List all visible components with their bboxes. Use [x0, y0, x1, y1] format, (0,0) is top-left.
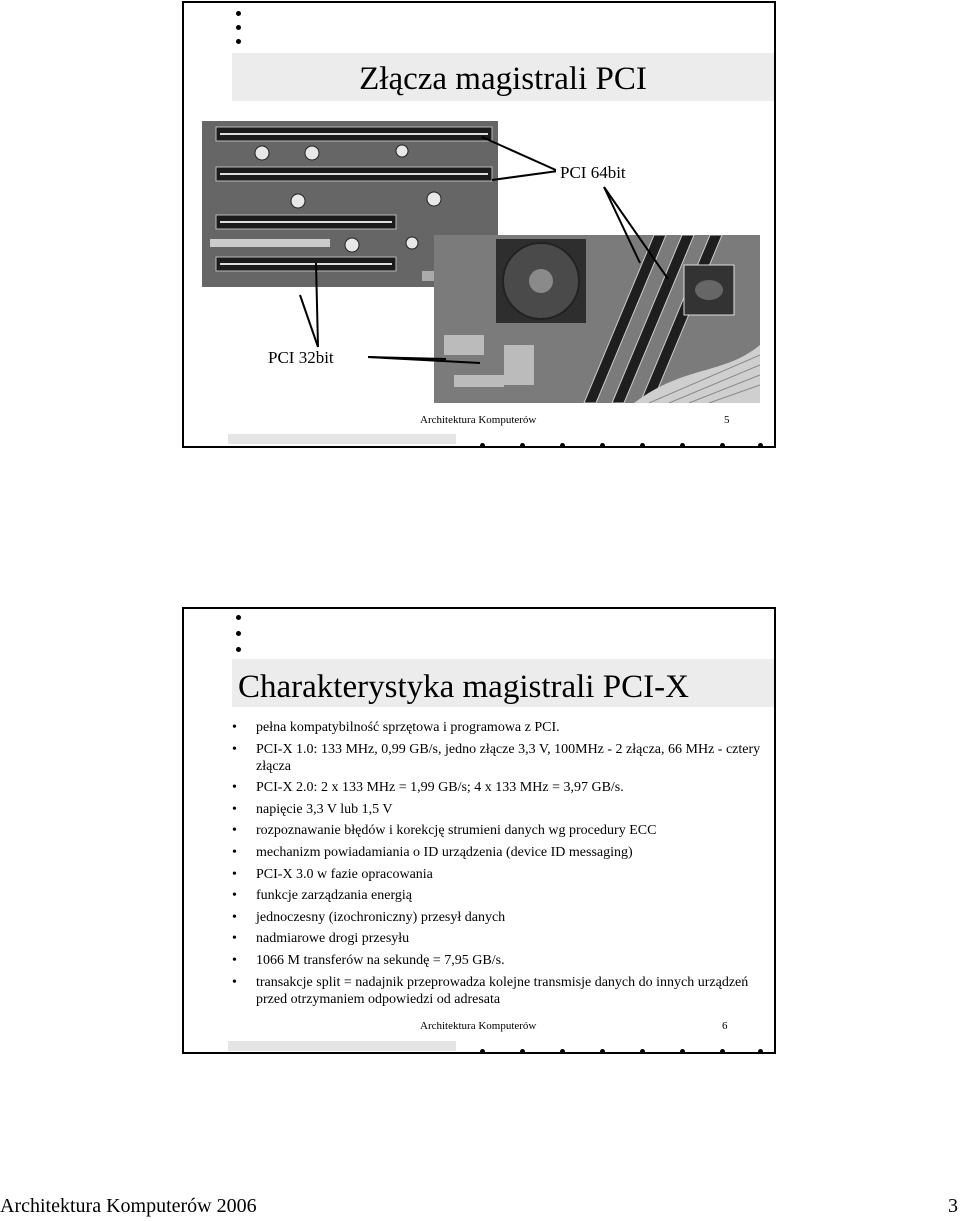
- footer-bar: [228, 434, 456, 444]
- decor-dot: [236, 647, 241, 652]
- decor-dot: [720, 1049, 725, 1054]
- decor-dot: [680, 443, 685, 448]
- callout-lines: [184, 3, 778, 450]
- slide-number: 6: [722, 1020, 728, 1032]
- footer-bar: [228, 1041, 456, 1051]
- slide-title: Złącza magistrali PCI: [359, 61, 647, 97]
- decor-dot: [640, 1049, 645, 1054]
- list-item: • rozpoznawanie błędów i korekcję strumieni danych wg procedury ECC: [232, 823, 657, 839]
- decor-dot: [758, 443, 763, 448]
- list-item: • nadmiarowe drogi przesyłu: [232, 931, 410, 947]
- page-footer-left: Architektura Komputerów 2006: [0, 1195, 257, 1217]
- decor-dot: [560, 1049, 565, 1054]
- decor-dot: [680, 1049, 685, 1054]
- decor-dot: [560, 443, 565, 448]
- slide-5: [182, 1, 776, 448]
- list-item: • napięcie 3,3 V lub 1,5 V: [232, 801, 393, 817]
- decor-dot: [720, 443, 725, 448]
- bullet-list: [232, 719, 762, 1012]
- pci-64bit-label: PCI 64bit: [556, 163, 630, 183]
- list-item: • 1066 M transferów na sekundę = 7,95 GB/s.: [232, 952, 505, 968]
- decor-dot: [758, 1049, 763, 1054]
- slide-6: [182, 607, 776, 1054]
- decor-dot: [480, 1049, 485, 1054]
- slide-title: Charakterystyka magistrali PCI-X: [238, 669, 689, 705]
- list-item: • pełna kompatybilność sprzętowa i programowa z PCI.: [232, 720, 560, 735]
- list-item: • funkcje zarządzania energią: [232, 888, 412, 904]
- decor-dot: [520, 443, 525, 448]
- decor-dot: [236, 615, 241, 620]
- decor-dot: [520, 1049, 525, 1054]
- list-item: • transakcje split = nadajnik przeprowadza kolejne transmisje danych do innych urządzeń przed otrzymaniem odpowiedzi od adresata: [232, 974, 749, 1007]
- page-number: 3: [948, 1195, 958, 1217]
- list-item: • PCI-X 3.0 w fazie opracowania: [232, 866, 433, 882]
- slide-footer: Architektura Komputerów: [420, 1020, 537, 1032]
- list-item: • jednoczesny (izochroniczny) przesył danych: [232, 909, 506, 925]
- decor-dot: [600, 443, 605, 448]
- list-item: • PCI-X 2.0: 2 x 133 MHz = 1,99 GB/s; 4 x 133 MHz = 3,97 GB/s.: [232, 780, 624, 796]
- decor-dot: [640, 443, 645, 448]
- decor-dot: [480, 443, 485, 448]
- slide-number: 5: [724, 414, 730, 426]
- slide-footer: Architektura Komputerów: [420, 414, 537, 426]
- list-item: • mechanizm powiadamiania o ID urządzenia (device ID messaging): [232, 844, 633, 860]
- pci-32bit-label: PCI 32bit: [264, 348, 338, 368]
- list-item: • PCI-X 1.0: 133 MHz, 0,99 GB/s, jedno złącze 3,3 V, 100MHz - 2 złącza, 66 MHz - cztery złącza: [232, 741, 761, 774]
- decor-dot: [236, 631, 241, 636]
- decor-dot: [600, 1049, 605, 1054]
